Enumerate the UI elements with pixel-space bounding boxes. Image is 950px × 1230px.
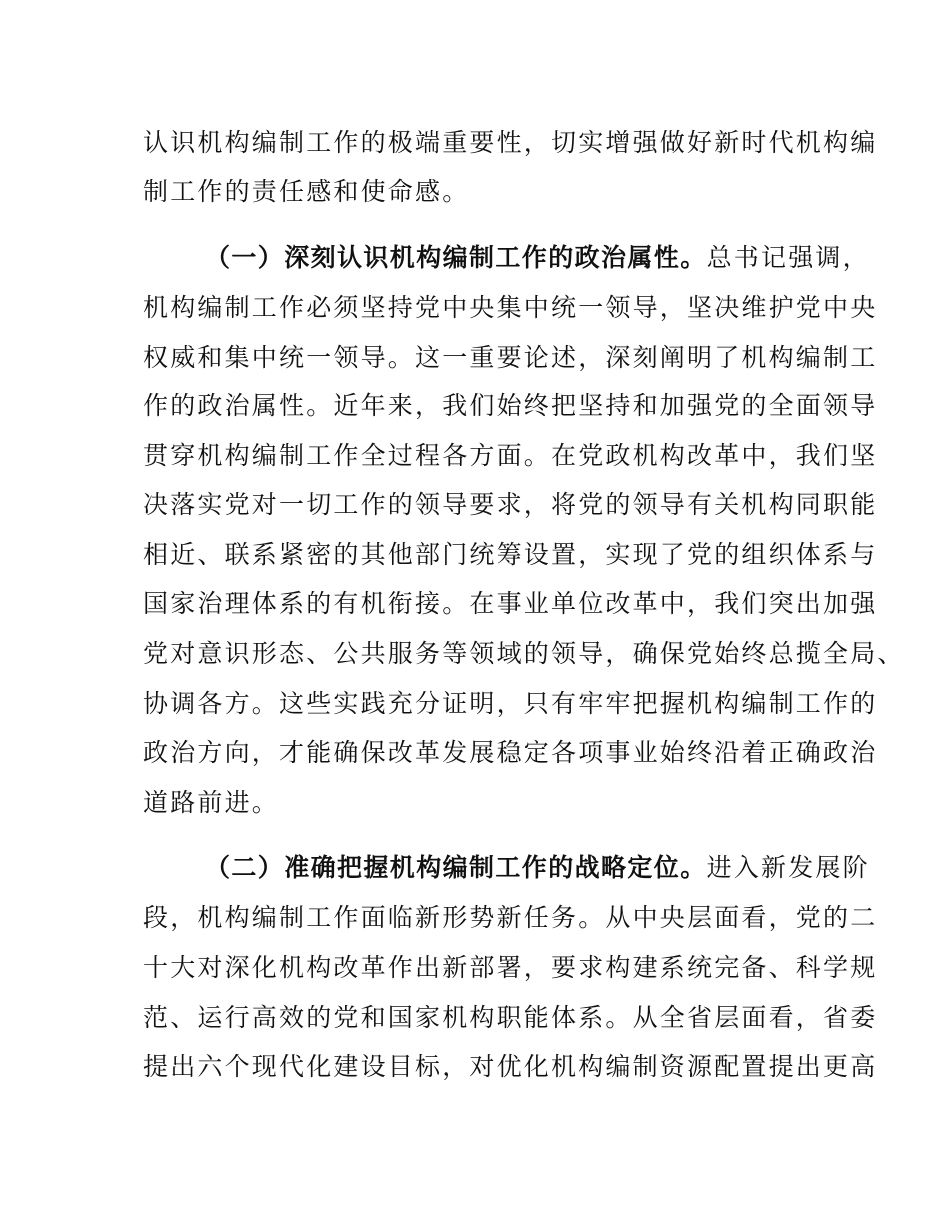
- section1-line: 作的政治属性。近年来，我们始终把坚持和加强党的全面领导: [143, 391, 878, 420]
- section2-line: 十大对深化机构改革作出新部署，要求构建系统完备、科学规: [143, 953, 878, 982]
- section1-line: 国家治理体系的有机衔接。在事业单位改革中，我们突出加强: [143, 589, 878, 618]
- section1-line: 相近、联系紧密的其他部门统筹设置，实现了党的组织体系与: [143, 540, 878, 569]
- section1-line: 权威和集中统一领导。这一重要论述，深刻阐明了机构编制工: [143, 343, 878, 372]
- section2-first-line: [205, 848, 885, 888]
- section1-line: 机构编制工作必须坚持党中央集中统一领导，坚决维护党中央: [143, 293, 878, 322]
- section1-line: 政治方向，才能确保改革发展稳定各项事业始终沿着正确政治: [143, 738, 878, 767]
- section1-line: 决落实党对一切工作的领导要求，将党的领导有关机构同职能: [143, 490, 878, 519]
- section1-first-line-rest: 总书记强调，: [706, 243, 870, 272]
- section2-line: 提出六个现代化建设目标，对优化机构编制资源配置提出更高: [143, 1052, 878, 1081]
- intro-line-2: 制工作的责任感和使命感。: [143, 177, 470, 206]
- section1-line: 贯穿机构编制工作全过程各方面。在党政机构改革中，我们坚: [143, 441, 878, 470]
- intro-line-1: 认识机构编制工作的极端重要性，切实增强做好新时代机构编: [143, 128, 878, 157]
- section2-first-line-rest: 进入新发展阶: [706, 853, 870, 882]
- section1-line: 道路前进。: [143, 788, 280, 817]
- section1-first-line: [205, 238, 885, 278]
- section1-line: 协调各方。这些实践充分证明，只有牢牢把握机构编制工作的: [143, 689, 878, 718]
- section1-line: 党对意识形态、公共服务等领域的领导，确保党始终总揽全局、: [143, 639, 905, 668]
- section1-heading: （一）深刻认识机构编制工作的政治属性。: [205, 243, 707, 272]
- section2-heading: （二）准确把握机构编制工作的战略定位。: [205, 853, 707, 882]
- section2-line: 段，机构编制工作面临新形势新任务。从中央层面看，党的二: [143, 903, 878, 932]
- section2-line: 范、运行高效的党和国家机构职能体系。从全省层面看，省委: [143, 1003, 878, 1032]
